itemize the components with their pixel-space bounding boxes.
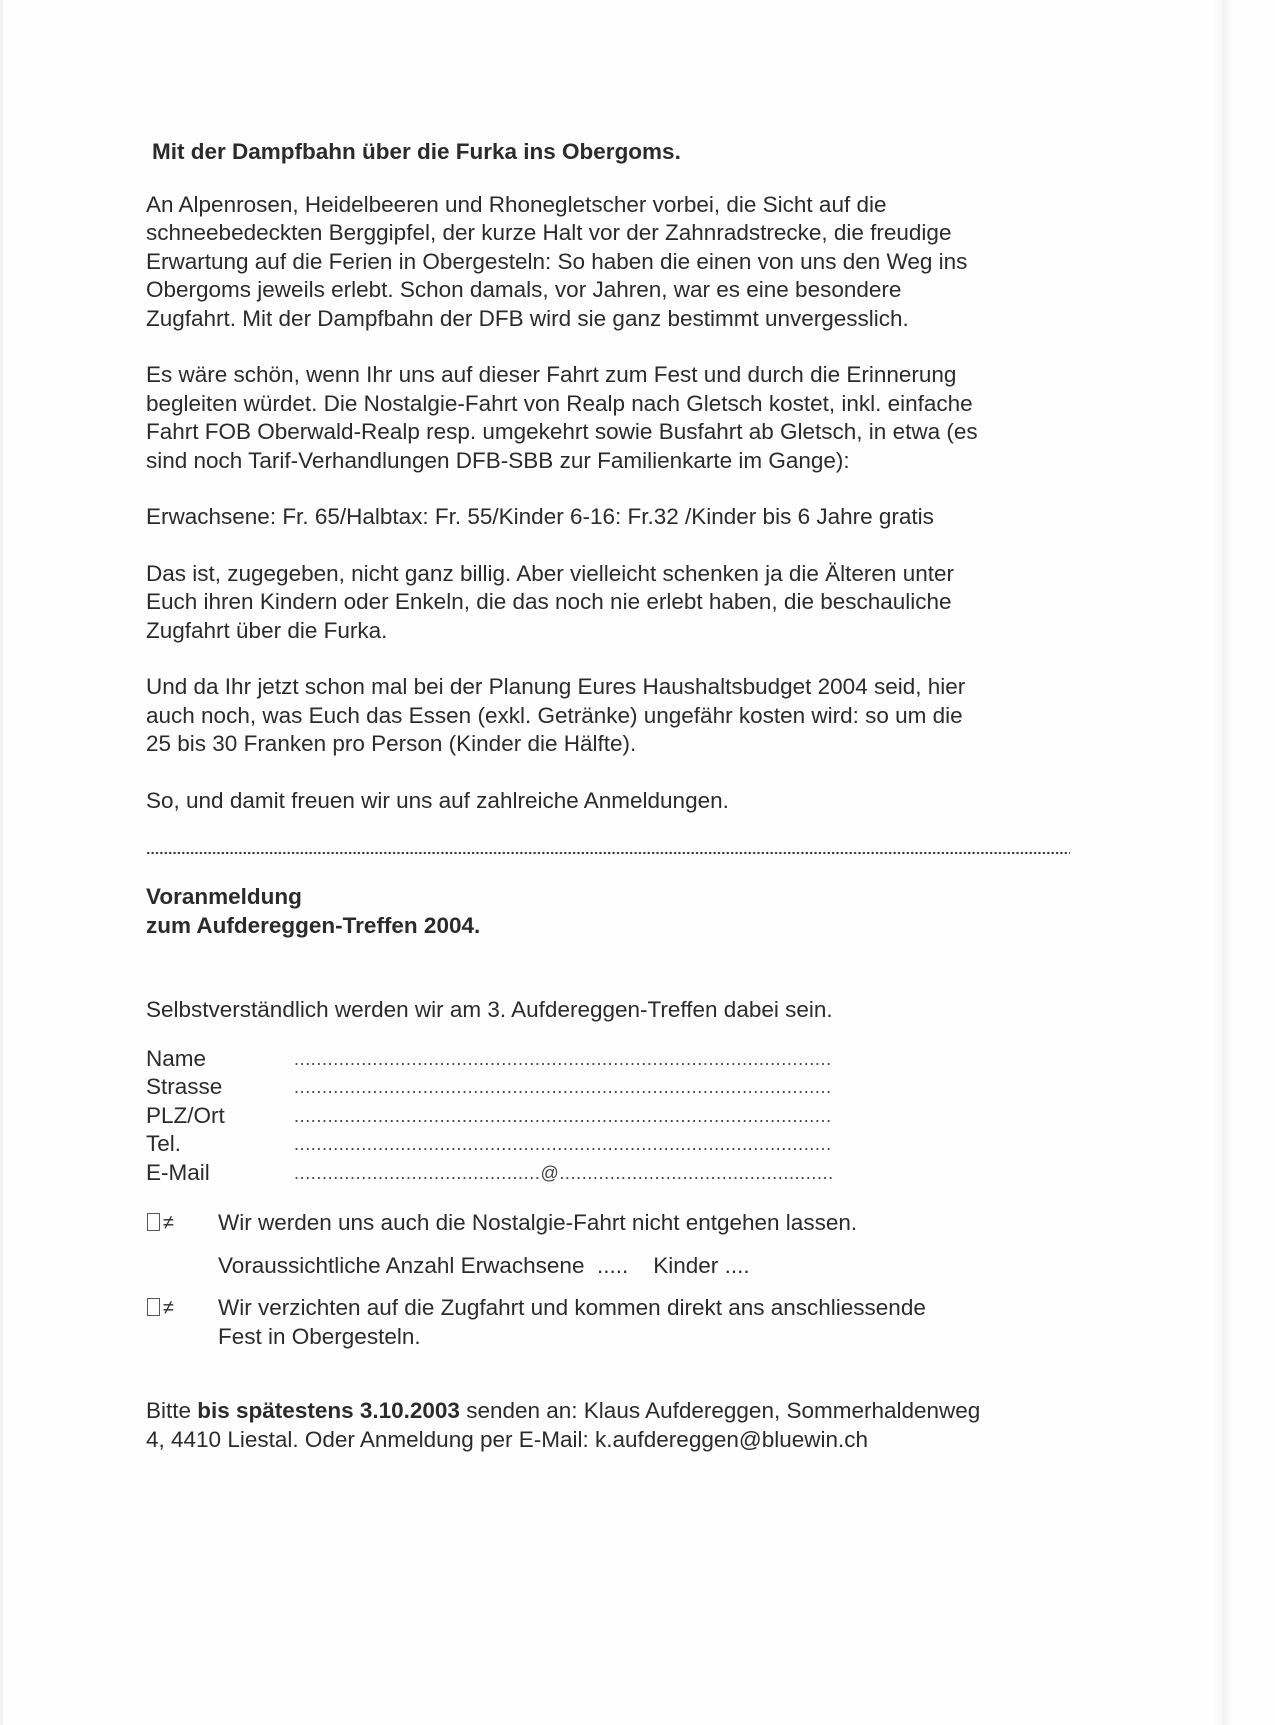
field-plz-ort: [146, 1102, 1076, 1131]
paragraph-prices: [146, 503, 1076, 532]
postal-city-input[interactable]: ................................................................................................: [294, 1105, 832, 1126]
text-line: begleiten würdet. Die Nostalgie-Fahrt von Realp nach Gletsch kostet, inkl. einfache: [146, 390, 973, 416]
footer-address: senden an: Klaus Aufdereggen, Sommerhaldenweg: [459, 1398, 981, 1423]
paragraph-closing: [146, 787, 1076, 816]
participation-options: [146, 1209, 1076, 1351]
email-input[interactable]: ............................................@.................................................: [294, 1162, 834, 1183]
paragraph-invitation: [146, 361, 1076, 475]
children-count-input[interactable]: ....: [724, 1252, 750, 1278]
name-input[interactable]: ................................................................................................: [294, 1048, 832, 1069]
field-name: [146, 1045, 1076, 1074]
text-line: An Alpenrosen, Heidelbeeren und Rhonegletscher vorbei, die Sicht auf die: [146, 191, 887, 217]
paragraph-intro: [146, 191, 1076, 334]
text-line: 25 bis 30 Franken pro Person (Kinder die Hälfte).: [146, 731, 637, 756]
field-label: E-Mail: [146, 1159, 210, 1185]
field-tel: [146, 1130, 1076, 1159]
text-line: sind noch Tarif-Verhandlungen DFB-SBB zur Familienkarte im Gange):: [146, 447, 850, 473]
field-label: Name: [146, 1045, 207, 1071]
not-equal-icon: ≠: [163, 1212, 174, 1234]
checkbox-icon[interactable]: [147, 1298, 160, 1316]
text-line: Erwachsene: Fr. 65/Halbtax: Fr. 55/Kinder 6-16: Fr.32 /Kinder bis 6 Jahre gratis: [146, 504, 934, 529]
form-heading-line2: zum Aufdereggen-Treffen 2004.: [146, 912, 481, 938]
text-line: Fahrt FOB Oberwald-Realp resp. umgekehrt sowie Busfahrt ab Gletsch, in etwa (es: [146, 419, 978, 444]
option-nostalgia-ride[interactable]: [146, 1209, 1076, 1238]
footer-contact: 4, 4410 Liestal. Oder Anmeldung per E-Mail: k.aufdereggen@bluewin.ch: [146, 1426, 869, 1452]
checkbox-icon[interactable]: [147, 1213, 160, 1231]
document-title: Mit der Dampfbahn über die Furka ins Obergoms.: [152, 139, 681, 164]
paragraph-food-cost: [146, 673, 1076, 759]
text-line: Und da Ihr jetzt schon mal bei der Planung Eures Haushaltsbudget 2004 seid, hier: [146, 674, 966, 699]
option-label: Wir werden uns auch die Nostalgie-Fahrt nicht entgehen lassen.: [218, 1210, 858, 1235]
registration-fields: [146, 1045, 1076, 1188]
text-line: Es wäre schön, wenn Ihr uns auf dieser Fahrt zum Fest und durch die Erinnerung: [146, 362, 957, 387]
text-line: Euch ihren Kindern oder Enkeln, die das noch nie erlebt haben, die beschauliche: [146, 589, 952, 614]
scan-edge-right: [1213, 0, 1233, 1725]
option-label: Wir verzichten auf die Zugfahrt und kommen direkt ans anschliessende: [218, 1295, 926, 1320]
adults-count-input[interactable]: .....: [596, 1252, 629, 1278]
option-label: Fest in Obergesteln.: [218, 1323, 421, 1349]
text-line: Das ist, zugegeben, nicht ganz billig. Aber vielleicht schenken ja die Älteren unter: [146, 560, 954, 586]
field-strasse: [146, 1073, 1076, 1102]
field-email: [146, 1159, 1076, 1188]
text-line: Erwartung auf die Ferien in Obergesteln: So haben die einen von uns den Weg ins: [146, 248, 968, 274]
text-line: So, und damit freuen wir uns auf zahlreiche Anmeldungen.: [146, 787, 729, 813]
form-heading: [146, 883, 1076, 940]
text-line: schneebedeckten Berggipfel, der kurze Halt vor der Zahnradstrecke, die freudige: [146, 220, 952, 245]
text-line: auch noch, was Euch das Essen (exkl. Getränke) ungefähr kosten wird: so um die: [146, 702, 963, 728]
option-skip-train[interactable]: [146, 1294, 1076, 1351]
not-equal-icon: ≠: [163, 1297, 174, 1319]
field-label: Tel.: [146, 1131, 182, 1156]
field-label: PLZ/Ort: [146, 1102, 225, 1128]
text-line: Obergoms jeweils erlebt. Schon damals, vor Jahren, war es eine besondere: [146, 277, 902, 302]
text-line: Zugfahrt über die Furka.: [146, 617, 388, 643]
deadline: bis spätestens 3.10.2003: [197, 1398, 460, 1423]
children-label: Kinder: [653, 1252, 719, 1278]
street-input[interactable]: ................................................................................................: [294, 1077, 832, 1097]
cut-line-divider: [146, 851, 1070, 855]
scan-edge-left: [0, 0, 3, 1725]
form-heading-line1: Voranmeldung: [146, 884, 302, 909]
footer-prefix: Bitte: [146, 1398, 198, 1423]
attendee-estimate: [218, 1252, 1076, 1281]
submission-instructions: [146, 1397, 1076, 1454]
field-label: Strasse: [146, 1074, 223, 1099]
phone-input[interactable]: ................................................................................................: [294, 1134, 832, 1154]
document-body: [146, 138, 1076, 1454]
text-line: Zugfahrt. Mit der Dampfbahn der DFB wird sie ganz bestimmt unvergesslich.: [146, 305, 909, 331]
paragraph-gift: [146, 560, 1076, 646]
adults-label: Voraussichtliche Anzahl Erwachsene: [218, 1252, 585, 1278]
form-intro: Selbstverständlich werden wir am 3. Aufdereggen-Treffen dabei sein.: [146, 997, 833, 1022]
